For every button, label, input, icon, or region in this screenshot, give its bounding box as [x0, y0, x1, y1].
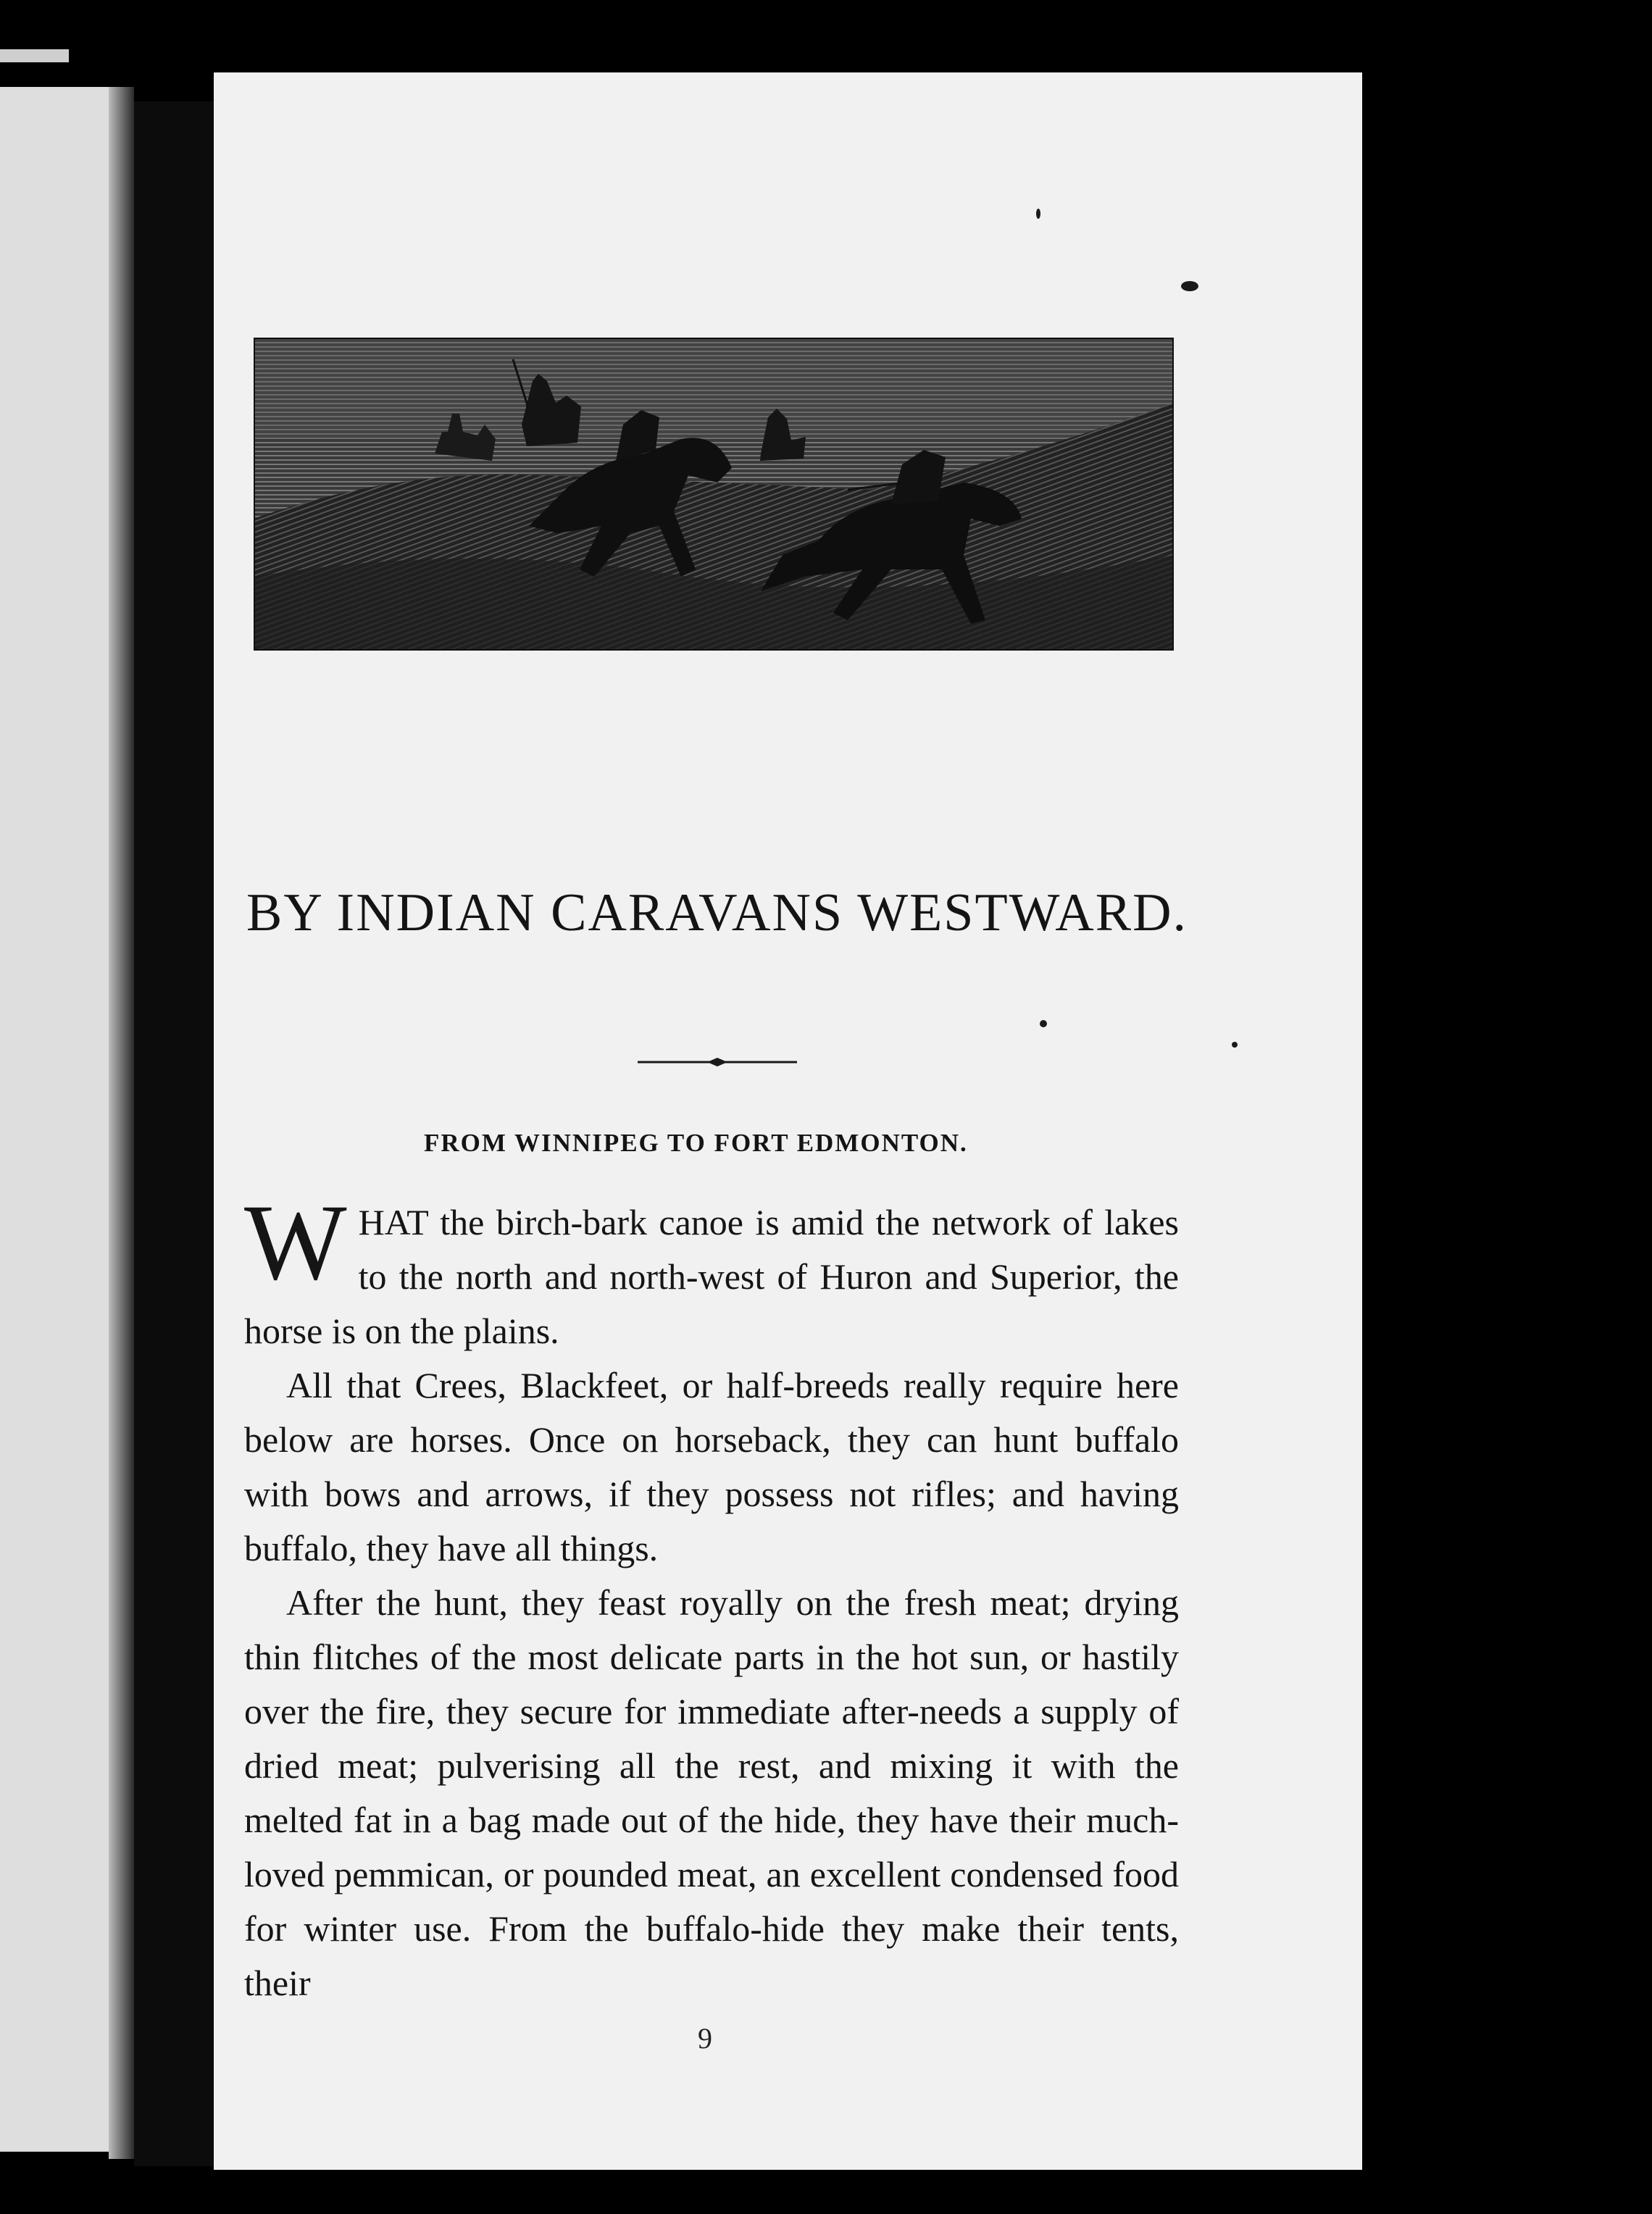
scan-speck	[1181, 281, 1198, 291]
page-number: 9	[698, 2022, 712, 2055]
paragraph-3: After the hunt, they feast royally on the fresh meat; drying thin flitches of the most delicate parts in the hot sun, or hastily over the fire, they secure for immediate after-needs a supply of dried meat; pulverising all the rest, and mixing it with the melted fat in a bag made out of the hide, they have their much-loved pemmican, or pounded meat, an excellent condensed food for winter use. From the buffalo-hide they make their tents, their	[244, 1582, 1179, 2003]
riders-engraving-image	[254, 338, 1174, 651]
scan-corner-mark	[0, 49, 69, 62]
scan-speck	[1036, 209, 1040, 219]
paragraph-2: All that Crees, Blackfeet, or half-breeds really require here below are horses. Once on horseback, they can hunt buffalo with bows and arrows, if they possess not rifles; and having buffalo, they have all things.	[244, 1365, 1179, 1568]
header-engraving	[254, 338, 1174, 651]
chapter-subtitle: FROM WINNIPEG TO FORT EDMONTON.	[424, 1129, 968, 1157]
scan-speck	[1040, 1020, 1047, 1027]
book-page	[214, 72, 1362, 2170]
chapter-title: BY INDIAN CARAVANS WESTWARD.	[246, 883, 1188, 943]
paragraph-1	[244, 1182, 1179, 1358]
book-gutter	[134, 101, 214, 2166]
title-ornament-divider	[638, 1055, 797, 1069]
body-text	[244, 1182, 1179, 2010]
drop-cap: W	[244, 1182, 347, 1303]
facing-page-edge	[0, 87, 109, 2152]
scan-speck	[1232, 1042, 1238, 1048]
gutter-shadow	[109, 87, 134, 2159]
paragraph-1-text: HAT the birch-bark canoe is amid the network of lakes to the north and north-west of Huron and Superior, the horse is on the plains.	[244, 1202, 1179, 1351]
